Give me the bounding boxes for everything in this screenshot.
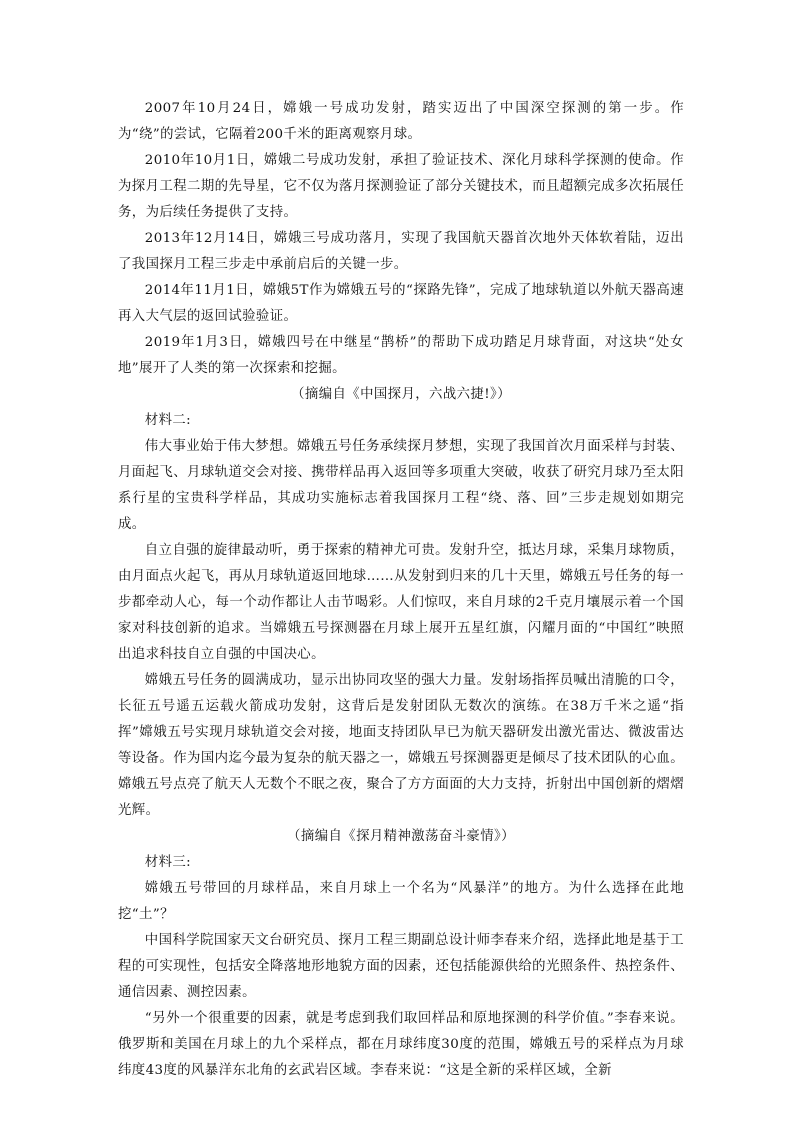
paragraph: 伟大事业始于伟大梦想。嫦娥五号任务承续探月梦想，实现了我国首次月面采样与封装、月面起飞、月球轨道交会对接、携带样品再入返回等多项重大突破，收获了研究月球乃至太阳系行星的宝贵科学样品，其成功实施标志着我国探月工程“绕、落、回”三步走规划如期完成。 <box>118 439 684 532</box>
paragraph: 2010年10月1日，嫦娥二号成功发射，承担了验证技术、深化月球科学探测的使命。作为探月工程二期的先导星，它不仅为落月探测验证了部分关键技术，而且超额完成多次拓展任务，为后续任务提供了支持。 <box>118 153 684 220</box>
source-citation: （摘编自《中国探月，六战六捷!》） <box>291 387 511 402</box>
section-label: 材料二: <box>144 413 192 428</box>
paragraph: 2013年12月14日，嫦娥三号成功落月，实现了我国航天器首次地外天体软着陆，迈出了我国探月工程三步走中承前启后的关键一步。 <box>118 231 684 272</box>
paragraph: 2014年11月1日，嫦娥5T作为嫦娥五号的“探路先锋”，完成了地球轨道以外航天器高速再入大气层的返回试验验证。 <box>118 283 684 324</box>
paragraph: 嫦娥五号带回的月球样品，来自月球上一个名为“风暴洋”的地方。为什么选择在此地挖“土”？ <box>118 881 684 922</box>
paragraph: 2007年10月24日，嫦娥一号成功发射，踏实迈出了中国深空探测的第一步。作为“绕”的尝试，它隔着200千米的距离观察月球。 <box>118 101 684 142</box>
paragraph: 自立自强的旋律最动听，勇于探索的精神尤可贵。发射升空，抵达月球，采集月球物质，由月面点火起飞，再从月球轨道返回地球……从发射到归来的几十天里，嫦娥五号任务的每一步都牵动人心，每一个动作都让人击节喝彩。人们惊叹，来自月球的2千克月壤展示着一个国家对科技创新的追求。当嫦娥五号探测器在月球上展开五星红旗，闪耀月面的“中国红”映照出追求科技自立自强的中国决心。 <box>118 543 684 662</box>
paragraph: 2019年1月3日，嫦娥四号在中继星“鹊桥”的帮助下成功踏足月球背面，对这块“处女地”展开了人类的第一次探索和挖掘。 <box>118 335 684 376</box>
paragraph: 嫦娥五号任务的圆满成功，显示出协同攻坚的强大力量。发射场指挥员喊出清脆的口令，长征五号遥五运载火箭成功发射，这背后是发射团队无数次的演练。在38万千米之遥“指挥”嫦娥五号实现月球轨道交会对接，地面支持团队早已为航天器研发出激光雷达、微波雷达等设备。作为国内迄今最为复杂的航天器之一，嫦娥五号探测器更是倾尽了技术团队的心血。嫦娥五号点亮了航天人无数个不眠之夜，聚合了方方面面的大力支持，折射出中国创新的熠熠光辉。 <box>118 673 684 818</box>
paragraph: “另外一个很重要的因素，就是考虑到我们取回样品和原地探测的科学价值。”李春来说。俄罗斯和美国在月球上的九个采样点，都在月球纬度30度的范围，嫦娥五号的采样点为月球纬度43度的风暴洋东北角的玄武岩区域。李春来说：“这是全新的采样区域，全新 <box>118 1011 684 1078</box>
paragraph: 中国科学院国家天文台研究员、探月工程三期副总设计师李春来介绍，选择此地是基于工程的可实现性，包括安全降落地形地貌方面的因素，还包括能源供给的光照条件、热控条件、通信因素、测控因素。 <box>118 933 684 1000</box>
document-page <box>118 96 684 1084</box>
section-label: 材料三: <box>144 855 192 870</box>
source-citation: （摘编自《探月精神激荡奋斗豪情》） <box>287 829 515 844</box>
